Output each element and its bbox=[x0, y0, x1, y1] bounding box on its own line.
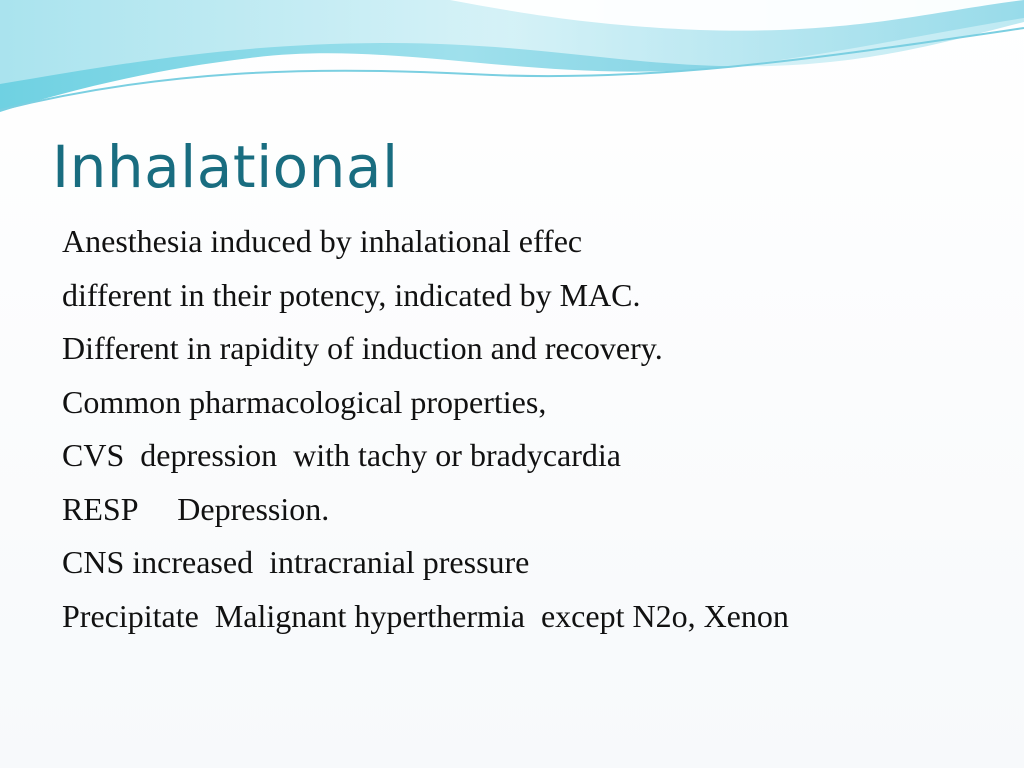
bullet-item: different in their potency, indicated by MAC. bbox=[62, 276, 641, 313]
bullet-item: CVS depression with tachy or bradycardia bbox=[62, 437, 621, 473]
bullet-list bbox=[62, 220, 942, 648]
bullet-item: RESP Depression. bbox=[62, 490, 330, 527]
bullet-item: Common pharmacological properties, bbox=[62, 383, 547, 420]
bullet-item: Anesthesia induced by inhalational effec bbox=[62, 223, 583, 259]
bullet-item: CNS increased intracranial pressure bbox=[62, 544, 530, 580]
header-wave-decoration bbox=[0, 0, 1024, 120]
bullet-item: Different in rapidity of induction and recovery. bbox=[62, 330, 663, 366]
slide-title: Inhalational bbox=[52, 133, 399, 201]
bullet-item: Precipitate Malignant hyperthermia except N2o, Xenon bbox=[62, 597, 789, 634]
